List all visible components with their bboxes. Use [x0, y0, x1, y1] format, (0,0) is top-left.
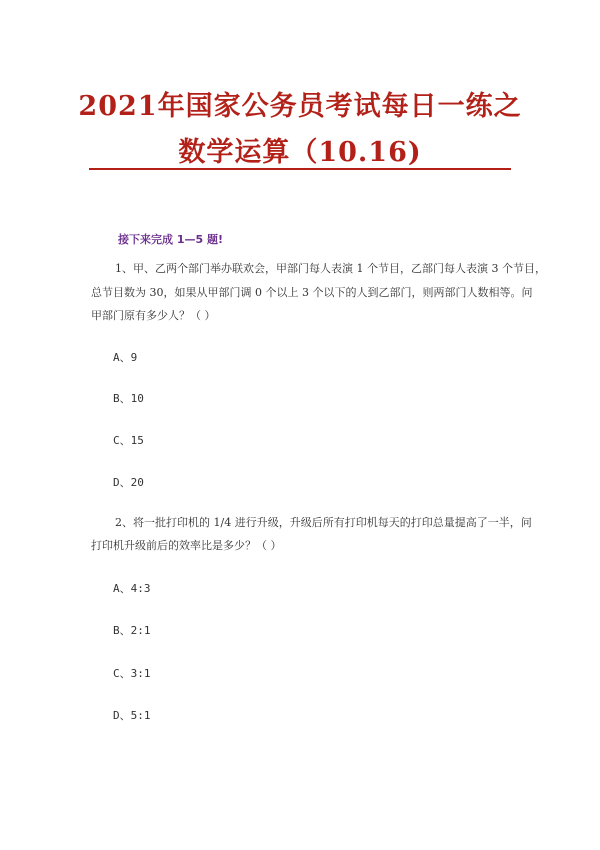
question-1-line-3: 甲部门原有多少人？（ ）: [91, 309, 216, 322]
question-1-option-d: D、20: [113, 476, 144, 489]
question-1-option-c: C、15: [113, 434, 144, 447]
question-1-option-b: B、10: [113, 392, 144, 405]
instruction-text: 接下来完成 1—5 题!: [118, 233, 223, 246]
page-title-line-2: 数学运算（10.16): [178, 137, 422, 168]
question-2-line-1: 2、将一批打印机的 1/4 进行升级，升级后所有打印机每天的打印总量提高了一半，问: [115, 516, 532, 529]
question-1-line-2: 总节目数为 30，如果从甲部门调 0 个以上 3 个以下的人到乙部门，则两部门人数相等。问: [91, 286, 533, 299]
question-1-option-a: A、9: [113, 351, 138, 364]
question-2-option-b: B、2:1: [113, 624, 151, 637]
question-2-option-a: A、4:3: [113, 582, 151, 595]
title-divider: [89, 168, 511, 170]
page-title-line-1: 2021年国家公务员考试每日一练之: [78, 91, 522, 122]
question-2-option-d: D、5:1: [113, 709, 151, 722]
question-2-line-2: 打印机升级前后的效率比是多少？（ ）: [91, 539, 282, 552]
question-2-option-c: C、3:1: [113, 667, 151, 680]
question-1-line-1: 1、甲、乙两个部门举办联欢会，甲部门每人表演 1 个节目，乙部门每人表演 3 个节目，: [115, 262, 546, 275]
